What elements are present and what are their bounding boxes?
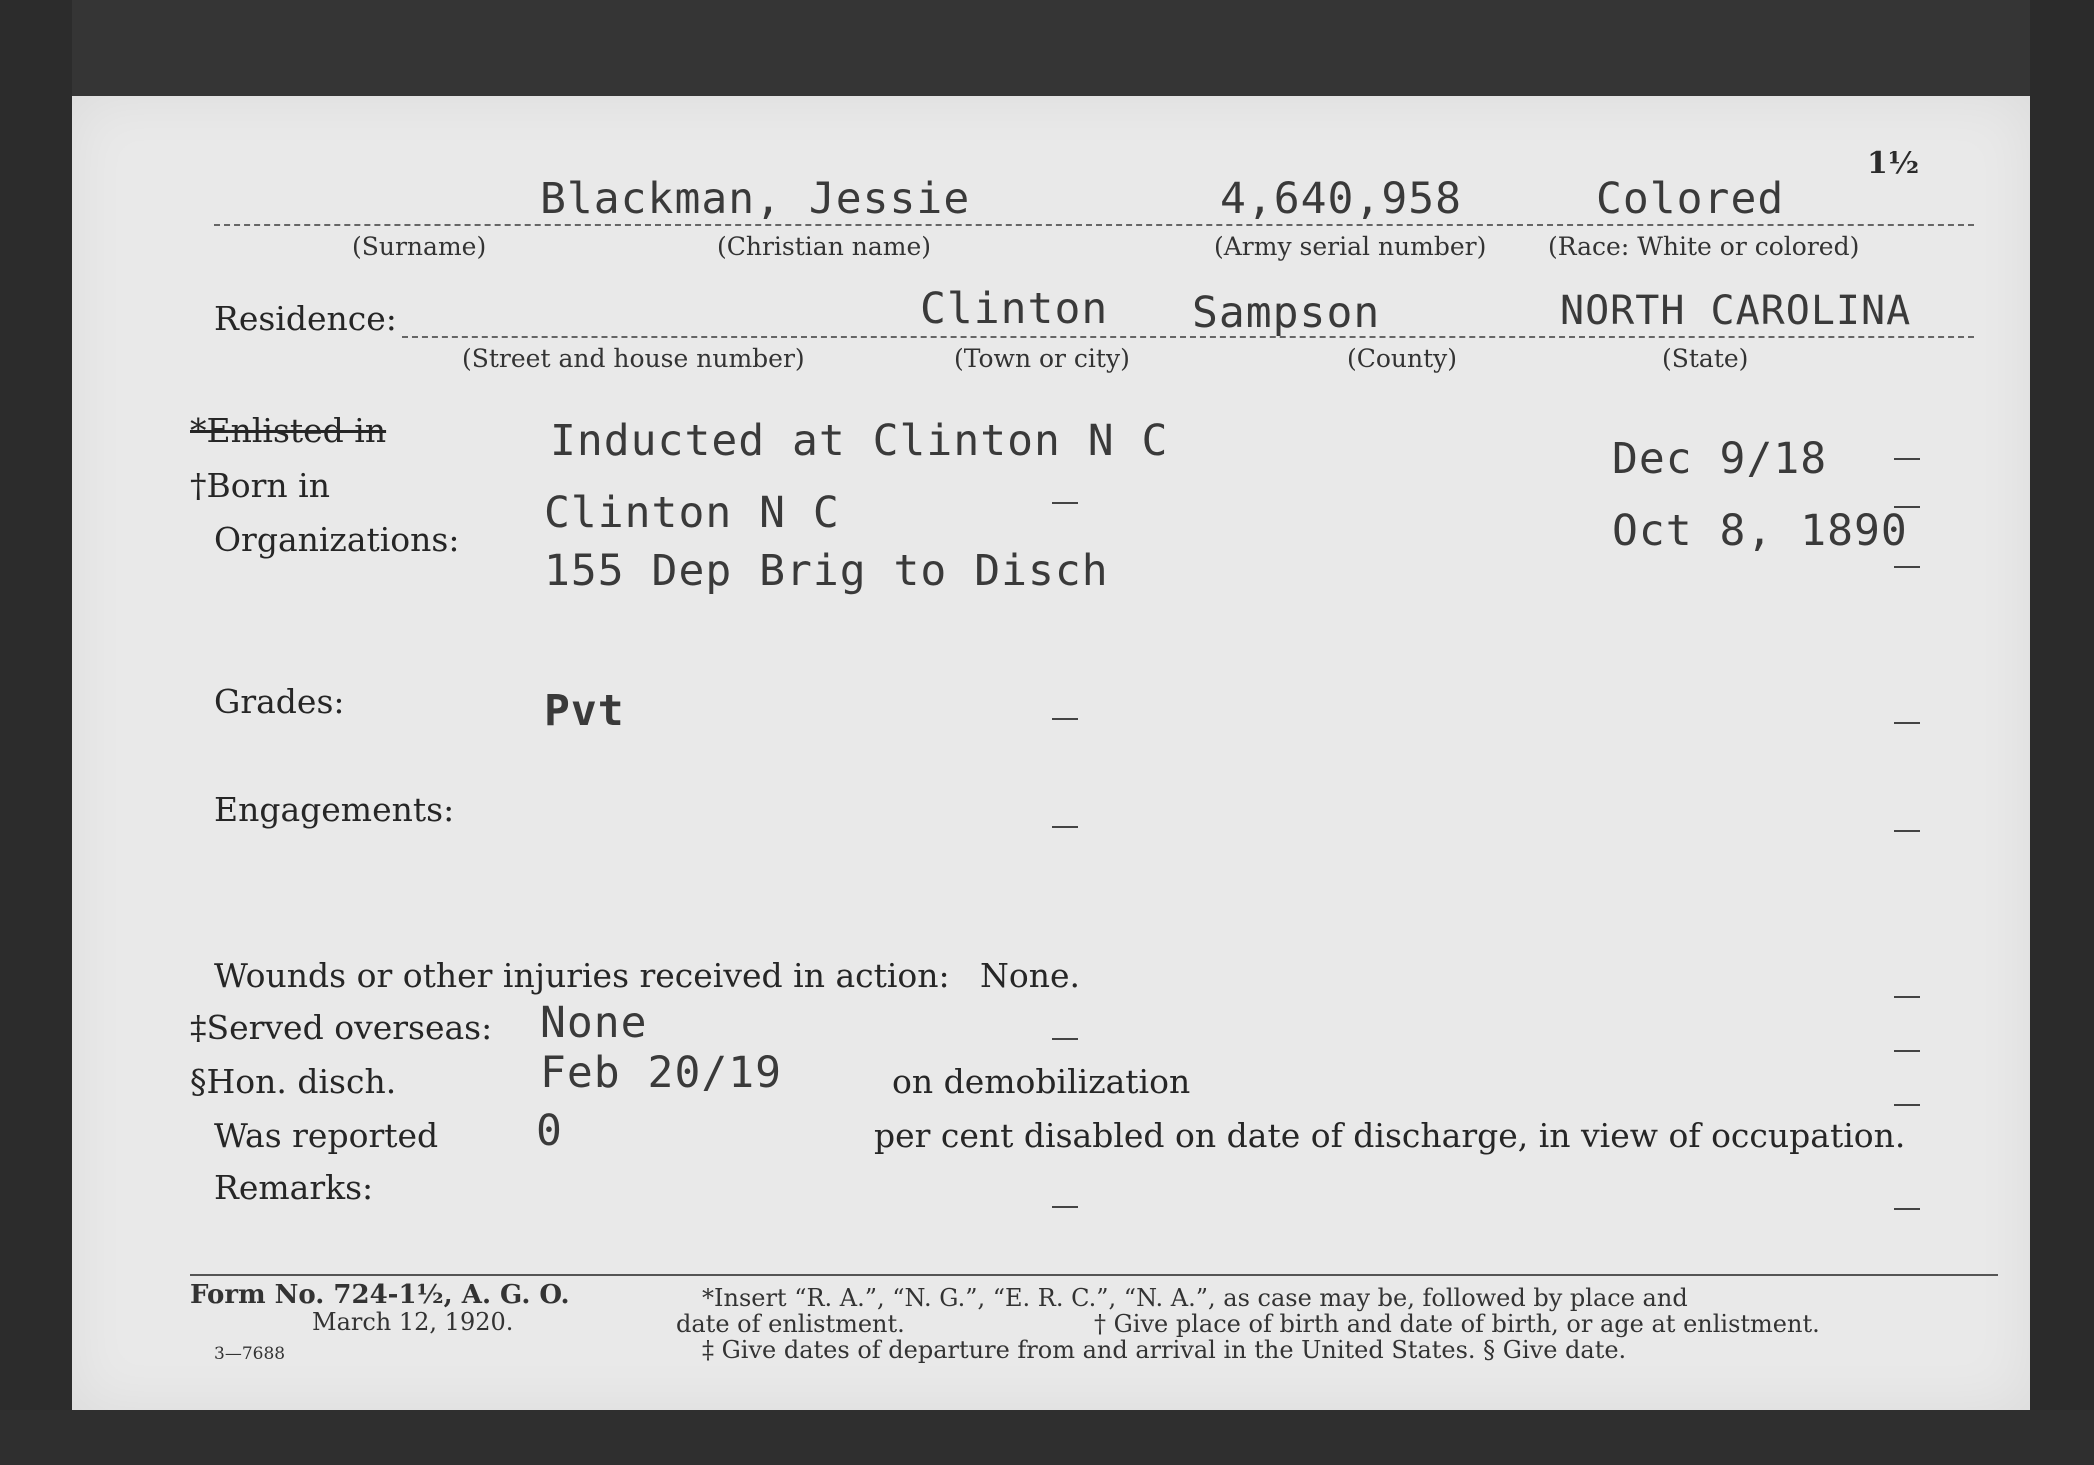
print-code: 3—7688 xyxy=(214,1344,286,1364)
residence-label: Residence: xyxy=(214,299,397,338)
wounds-value: None. xyxy=(980,956,1081,995)
form-number: Form No. 724-1½, A. G. O. xyxy=(190,1280,570,1310)
tick-mark xyxy=(1894,506,1920,508)
tick-mark xyxy=(1052,826,1078,828)
footer-rule xyxy=(190,1274,1998,1276)
wounds-label: Wounds or other injuries received in action: xyxy=(214,956,950,995)
tick-mark xyxy=(1052,1038,1078,1040)
scan-background-bottom xyxy=(0,1410,2094,1465)
discharge-date: Feb 20/19 xyxy=(540,1048,782,1098)
born-date: Oct 8, 1890 xyxy=(1612,506,1908,556)
tick-mark xyxy=(1894,722,1920,724)
overseas-value: None xyxy=(540,998,648,1048)
scan-background-top xyxy=(0,0,2094,96)
organizations-label: Organizations: xyxy=(214,520,460,559)
tick-mark xyxy=(1894,996,1920,998)
header-line xyxy=(214,224,1974,226)
town-value: Clinton xyxy=(920,284,1109,334)
tick-mark xyxy=(1894,1208,1920,1210)
footnote-enlistment: *Insert “R. A.”, “N. G.”, “E. R. C.”, “N. A.”, as case may be, followed by place and xyxy=(702,1284,1688,1312)
served-overseas-label: ‡Served overseas: xyxy=(190,1008,493,1047)
record-card xyxy=(72,96,2030,1410)
tick-mark xyxy=(1894,1050,1920,1052)
race-value: Colored xyxy=(1596,174,1785,224)
tick-mark xyxy=(1894,566,1920,568)
footnote-birth: † Give place of birth and date of birth, or age at enlistment. xyxy=(1094,1310,1820,1338)
caption-race: (Race: White or colored) xyxy=(1548,232,1860,261)
state-value: NORTH CAROLINA xyxy=(1560,288,1912,334)
tick-mark xyxy=(1894,830,1920,832)
caption-serial: (Army serial number) xyxy=(1214,232,1487,261)
percent-text: per cent disabled on date of discharge, in view of occupation. xyxy=(874,1116,1906,1155)
scan-background-right xyxy=(2030,0,2094,1465)
footnote-overseas: ‡ Give dates of departure from and arrival in the United States. § Give date. xyxy=(702,1336,1627,1364)
caption-town: (Town or city) xyxy=(954,344,1130,373)
enlisted-label: *Enlisted in xyxy=(190,411,387,450)
card-number: 1½ xyxy=(1867,146,1920,181)
was-reported-label: Was reported xyxy=(214,1116,439,1155)
tick-mark xyxy=(1052,718,1078,720)
footnote-enlistment-cont: date of enlistment. xyxy=(676,1310,905,1338)
county-value: Sampson xyxy=(1192,288,1381,338)
caption-surname: (Surname) xyxy=(352,232,487,261)
tick-mark xyxy=(1052,502,1078,504)
scan-background-left xyxy=(0,0,72,1465)
engagements-label: Engagements: xyxy=(214,790,455,829)
born-label: †Born in xyxy=(190,466,330,505)
tick-mark xyxy=(1894,1104,1920,1106)
remarks-label: Remarks: xyxy=(214,1168,374,1207)
tick-mark xyxy=(1052,1206,1078,1208)
name-value: Blackman, Jessie xyxy=(540,174,971,224)
hon-disch-label: §Hon. disch. xyxy=(190,1062,397,1101)
discharge-reason: on demobilization xyxy=(892,1062,1191,1101)
grade-value: Pvt xyxy=(544,686,625,736)
caption-state: (State) xyxy=(1662,344,1749,373)
organization-value: 155 Dep Brig to Disch xyxy=(544,546,1109,596)
grades-label: Grades: xyxy=(214,682,345,721)
residence-line xyxy=(402,336,1974,338)
percent-value: 0 xyxy=(536,1106,563,1156)
inducted-value: Inducted at Clinton N C xyxy=(550,416,1169,466)
born-place: Clinton N C xyxy=(544,488,840,538)
tick-mark xyxy=(1894,458,1920,460)
caption-street: (Street and house number) xyxy=(462,344,805,373)
caption-county: (County) xyxy=(1347,344,1458,373)
form-date: March 12, 1920. xyxy=(312,1308,514,1336)
caption-christian: (Christian name) xyxy=(717,232,932,261)
inducted-date: Dec 9/18 xyxy=(1612,434,1828,484)
serial-value: 4,640,958 xyxy=(1220,174,1462,224)
